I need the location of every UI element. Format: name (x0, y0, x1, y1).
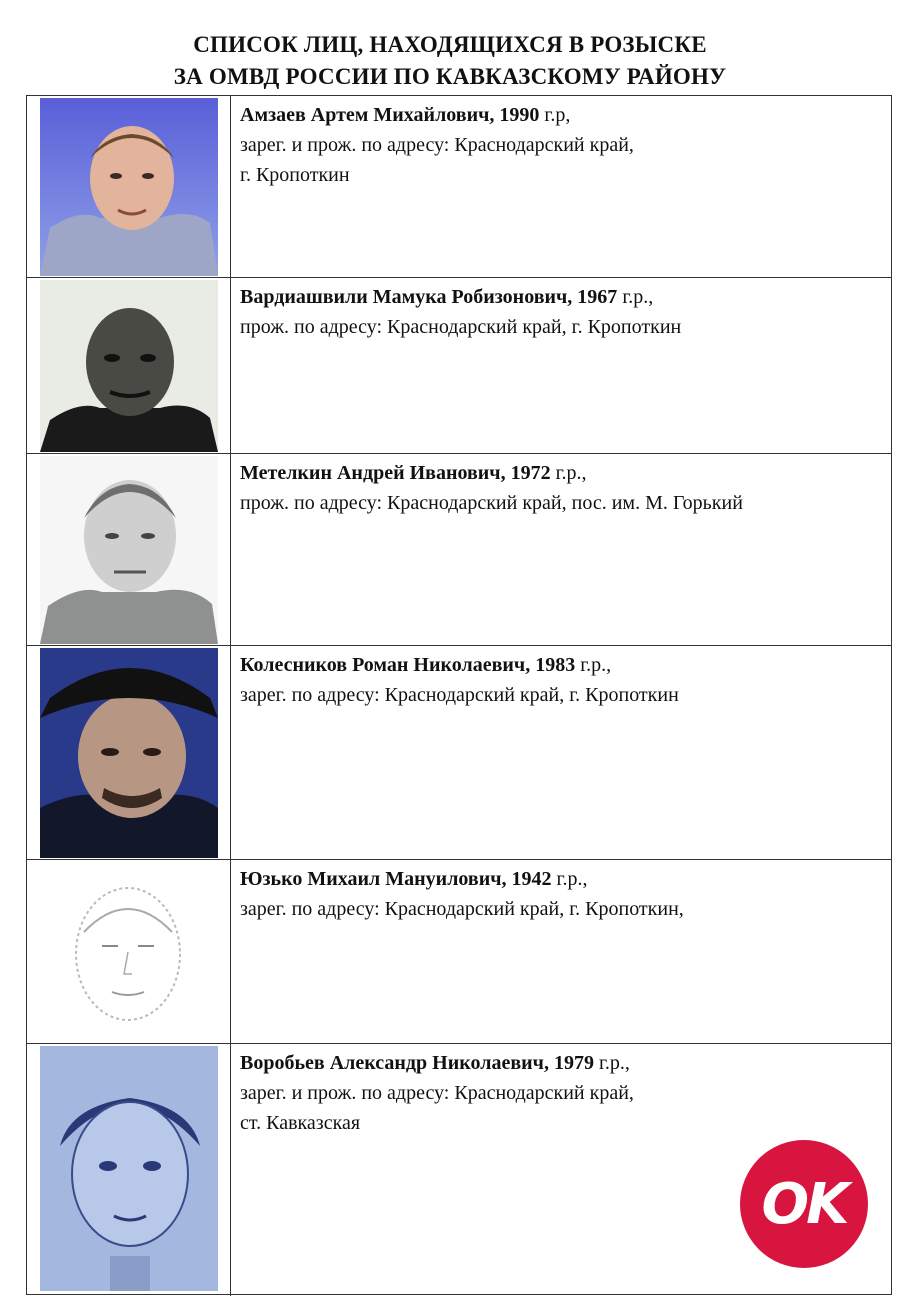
person-info (240, 650, 883, 710)
column-divider (230, 646, 231, 859)
birth-suffix: г.р, (539, 104, 571, 126)
person-name: Юзько Михаил Мануилович, 1942 (240, 868, 552, 890)
wanted-persons-table (26, 95, 892, 1295)
table-row (27, 278, 891, 454)
birth-suffix: г.р., (593, 1052, 630, 1074)
column-divider (230, 1044, 231, 1296)
table-row (27, 646, 891, 860)
person-name: Метелкин Андрей Иванович, 1972 (240, 462, 551, 484)
address-line: г. Кропоткин (240, 164, 350, 186)
document-title-line-2: ЗА ОМВД РОССИИ ПО КАВКАЗСКОМУ РАЙОНУ (173, 64, 727, 89)
table-row (27, 454, 891, 646)
birth-suffix: г.р., (575, 654, 612, 676)
person-name: Колесников Роман Николаевич, 1983 (240, 654, 576, 676)
address-line: прож. по адресу: Краснодарский край, г. Кропоткин (240, 316, 682, 338)
person-info (240, 282, 883, 342)
address-line: прож. по адресу: Краснодарский край, пос. им. М. Горький (240, 492, 743, 514)
birth-suffix: г.р., (550, 462, 587, 484)
column-divider (230, 860, 231, 1043)
person-photo (40, 1046, 218, 1291)
person-photo (40, 456, 218, 644)
ok-logo (740, 1140, 868, 1268)
person-info (240, 1048, 883, 1138)
person-photo (40, 862, 218, 1042)
column-divider (230, 454, 231, 645)
birth-suffix: г.р., (551, 868, 588, 890)
address-line: зарег. по адресу: Краснодарский край, г. Кропоткин (240, 684, 679, 706)
person-info (240, 864, 883, 924)
person-name: Воробьев Александр Николаевич, 1979 (240, 1052, 594, 1074)
address-line: зарег. и прож. по адресу: Краснодарский край, (240, 134, 634, 156)
logo-text: OK (761, 1171, 847, 1237)
column-divider (230, 278, 231, 453)
person-photo (40, 98, 218, 276)
person-info (240, 458, 883, 518)
address-line: ст. Кавказская (240, 1112, 361, 1134)
person-name: Амзаев Артем Михайлович, 1990 (240, 104, 540, 126)
address-line: зарег. и прож. по адресу: Краснодарский край, (240, 1082, 634, 1104)
person-photo (40, 648, 218, 858)
address-line: зарег. по адресу: Краснодарский край, г. Кропоткин, (240, 898, 684, 920)
person-info (240, 100, 883, 190)
person-photo (40, 280, 218, 452)
document-title-line-1: СПИСОК ЛИЦ, НАХОДЯЩИХСЯ В РОЗЫСКЕ (193, 32, 707, 57)
person-name: Вардиашвили Мамука Робизонович, 1967 (240, 286, 618, 308)
table-row (27, 96, 891, 278)
birth-suffix: г.р., (617, 286, 654, 308)
column-divider (230, 96, 231, 277)
table-row (27, 860, 891, 1044)
